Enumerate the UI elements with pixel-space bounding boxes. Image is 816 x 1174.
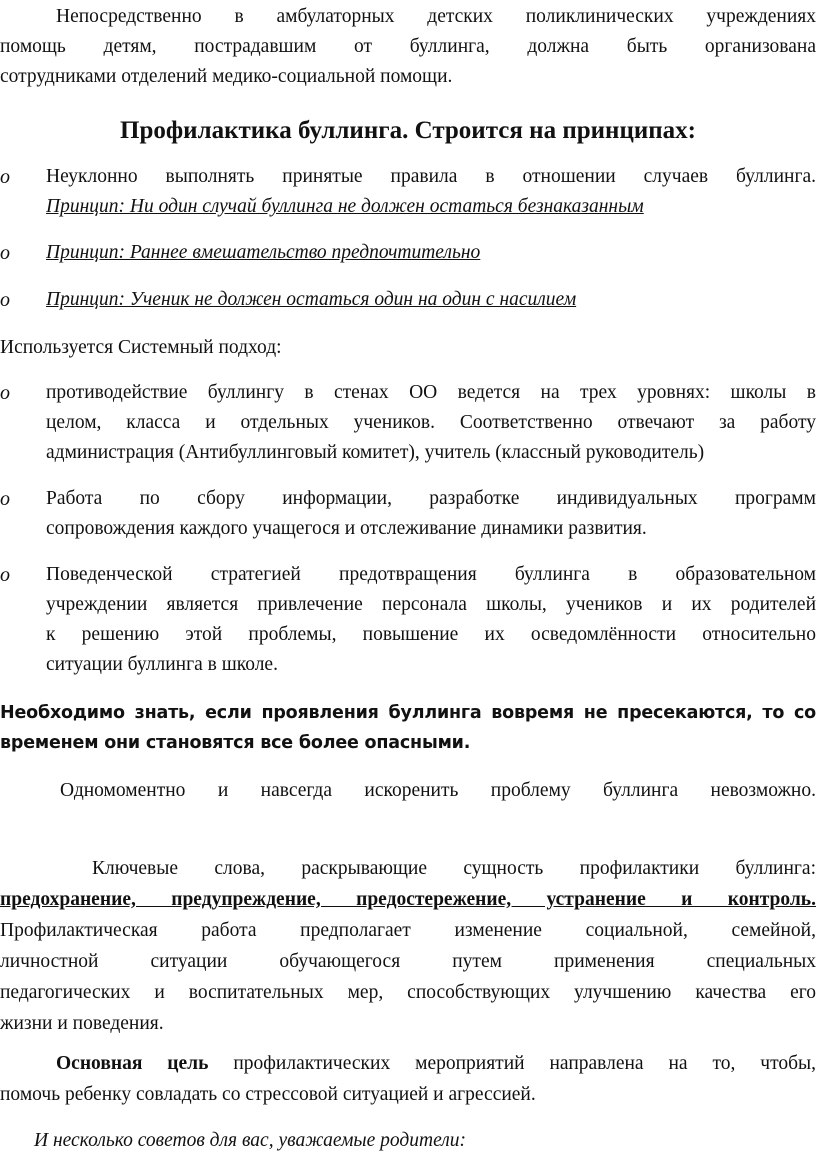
system-1-line-1: противодействие буллингу в стенах ОО ведется на трех уровнях: школы в: [46, 382, 816, 403]
principle-2-text: Принцип: Раннее вмешательство предпочтительно: [46, 242, 481, 263]
bullet-icon: o: [0, 166, 10, 188]
system-3-line-1: Поведенческой стратегией предотвращения буллинга в образовательном: [46, 564, 816, 585]
system-item-2: [0, 484, 816, 544]
principle-item-2: [0, 238, 816, 268]
system-item-3: [0, 560, 816, 680]
impossible-paragraph: [0, 776, 816, 806]
principle-1-line-1: Неуклонно выполнять принятые правила в отношении случаев буллинга.: [46, 166, 816, 187]
warning-line-2: временем они становятся все более опасными.: [0, 733, 471, 753]
bullet-icon: o: [0, 242, 10, 264]
section-heading: Профилактика буллинга. Строится на принципах:: [120, 117, 696, 144]
system-1-line-2: целом, класса и отдельных учеников. Соответственно отвечают за работу: [46, 412, 816, 433]
keywords-line-2: предохранение, предупреждение, предостережение, устранение и контроль.: [0, 889, 816, 910]
intro-line-3: сотрудниками отделений медико-социальной помощи.: [0, 66, 453, 87]
goal-line-2: помочь ребенку совладать со стрессовой ситуацией и агрессией.: [0, 1084, 536, 1105]
system-1-line-3: администрация (Антибуллинговый комитет), учитель (классный руководитель): [46, 442, 705, 463]
keywords-line-5: педагогических и воспитательных мер, способствующих улучшению качества его: [0, 982, 816, 1003]
impossible-text: Одномоментно и навсегда искоренить проблему буллинга невозможно.: [60, 780, 816, 801]
system-approach-intro: Используется Системный подход:: [0, 337, 282, 358]
principle-item-3: [0, 285, 816, 315]
system-3-line-2: учреждении является привлечение персонала школы, учеников и их родителей: [46, 594, 816, 615]
bullet-icon: o: [0, 564, 10, 586]
principle-1-line-2: Принцип: Ни один случай буллинга не должен остаться безнаказанным: [46, 196, 644, 217]
system-item-1: [0, 378, 816, 468]
intro-line-1: Непосредственно в амбулаторных детских поликлинических учреждениях: [56, 6, 816, 27]
keywords-line-4: личностной ситуации обучающегося путем применения специальных: [0, 951, 816, 972]
principle-item-1: [0, 162, 816, 222]
system-2-line-1: Работа по сбору информации, разработке индивидуальных программ: [46, 488, 816, 509]
bullet-icon: o: [0, 382, 10, 404]
goal-line-1-rest: профилактических мероприятий направлена на то, чтобы,: [208, 1053, 816, 1074]
system-3-line-4: ситуации буллинга в школе.: [46, 654, 278, 675]
keywords-line-3: Профилактическая работа предполагает изменение социальной, семейной,: [0, 920, 816, 941]
keywords-paragraph: [0, 853, 816, 1039]
goal-label: Основная цель: [56, 1053, 209, 1074]
warning-paragraph: [0, 698, 816, 758]
bullet-icon: o: [0, 488, 10, 510]
bullet-icon: o: [0, 289, 10, 311]
goal-line-1: [0, 1048, 816, 1079]
warning-line-1: Необходимо знать, если проявления буллинга вовремя не пресекаются, то со: [0, 703, 816, 723]
intro-line-2: помощь детям, пострадавшим от буллинга, должна быть организована: [0, 36, 816, 57]
goal-paragraph: [0, 1048, 816, 1110]
advice-line: И несколько советов для вас, уважаемые родители:: [34, 1130, 467, 1151]
keywords-line-6: жизни и поведения.: [0, 1013, 164, 1034]
system-2-line-2: сопровождения каждого учащегося и отслеживание динамики развития.: [46, 518, 647, 539]
keywords-line-1: Ключевые слова, раскрывающие сущность профилактики буллинга:: [92, 858, 816, 879]
system-3-line-3: к решению этой проблемы, повышение их осведомлённости относительно: [46, 624, 816, 645]
intro-paragraph: [0, 2, 816, 92]
principle-3-text: Принцип: Ученик не должен остаться один на один с насилием: [46, 289, 577, 310]
